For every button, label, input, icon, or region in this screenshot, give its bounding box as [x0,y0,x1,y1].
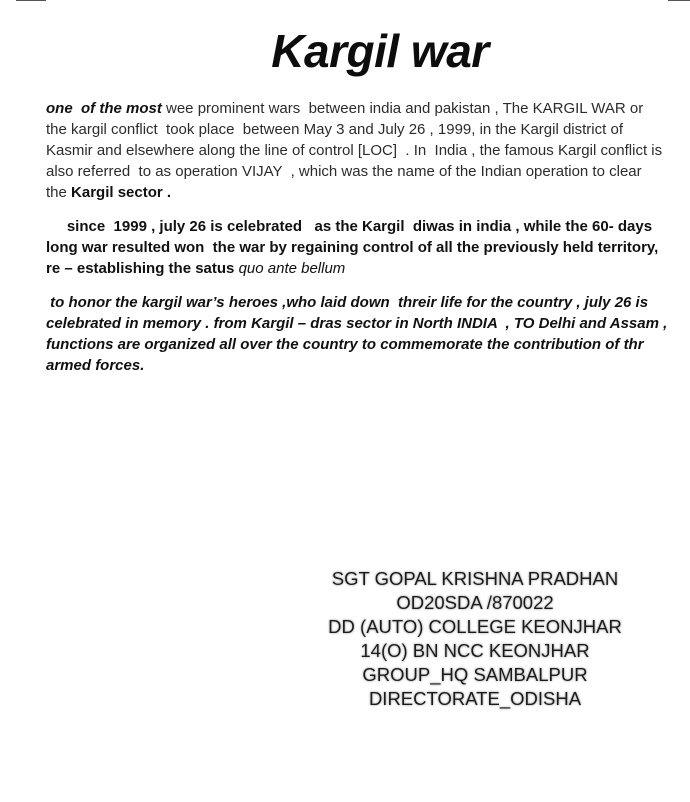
paragraph-1-body: wee prominent wars between india and pakistan , The KARGIL WAR or the kargil conflict took place between May 3 and July 26 , 1999, in the Kargil district of Kasmir and elsewhere along the line of control [LOC] . In India , the famous Kargil conflict is also referred to as operation VIJAY , which was the name of the Indian operation to clear the [46,100,667,201]
signature-regimental-number: OD20SDA /870022 [396,592,554,613]
paragraph-1-lead: one of the most [46,100,162,117]
signature-directorate: DIRECTORATE_ODISHA [368,688,582,709]
document-title: Kargil war [271,25,489,77]
paragraph-2 [46,216,666,279]
signature-college: DD (AUTO) COLLEGE KEONJHAR [328,616,622,637]
paragraph-3: to honor the kargil war’s heroes ,who laid down threir life for the country , july 26 is celebrated in memory . from Kargil – dras sector in North INDIA , TO Delhi and Assam , functions are organized all over the country to commemorate the contribution of thr armed forces. [46,294,672,374]
signature-block [300,567,650,711]
signature-group-hq: GROUP_HQ SAMBALPUR [362,664,588,685]
page-corner-mark-right [668,0,690,1]
paragraph-1-tail: Kargil sector . [71,184,172,201]
signature-name: SGT GOPAL KRISHNA PRADHAN [331,568,619,589]
page-corner-mark-left [16,0,46,1]
paragraph-2-italic: quo ante bellum [238,260,346,277]
paragraph-1 [46,98,666,203]
paragraph-2-body: since 1999 , july 26 is celebrated as the Kargil diwas in india , while the 60- days long war resulted won the war by regaining control of all the previously held territory, re – establishing the satus [46,218,663,277]
signature-battalion: 14(O) BN NCC KEONJHAR [360,640,590,661]
